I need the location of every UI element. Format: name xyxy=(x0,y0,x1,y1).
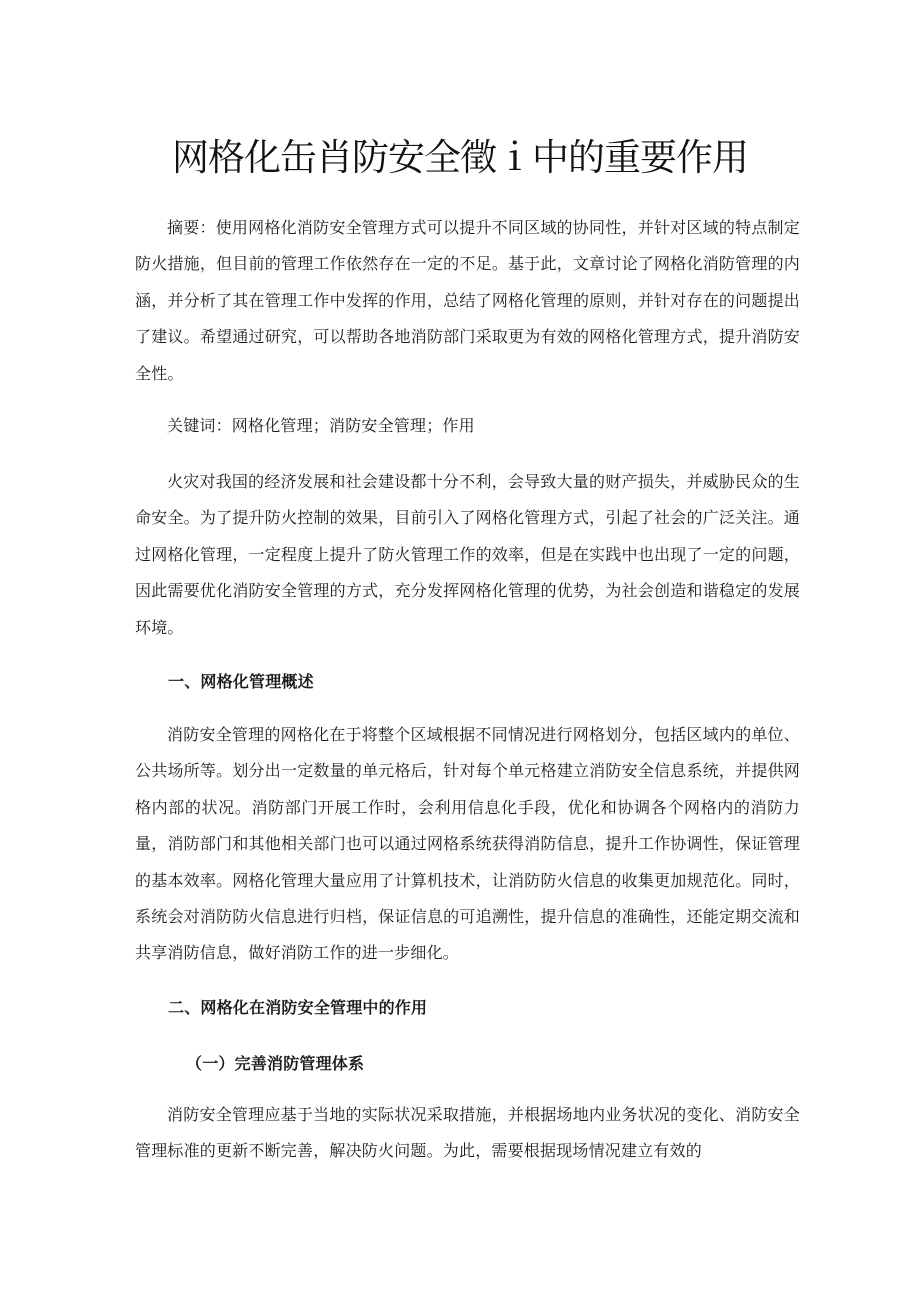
section-heading-role: 二、网格化在消防安全管理中的作用 xyxy=(168,998,428,1017)
overview-paragraph: 消防安全管理的网格化在于将整个区域根据不同情况进行网格划分，包括区域内的单位、公共场所等。划分出一定数量的单元格后，针对每个单元格建立消防安全信息系统，并提供网格内部的状况。消防部门开展工作时，会利用信息化手段，优化和协调各个网格内的消防力量，消防部门和其他相关部门也可以通过网格系统获得消防信息，提升工作协调性，保证管理的基本效率。网格化管理大量应用了计算机技术，让消防防火信息的收集更加规范化。同时，系统会对消防防火信息进行归档，保证信息的可追溯性，提升信息的准确性，还能定期交流和共享消防信息，做好消防工作的进一步细化。 xyxy=(135,725,800,963)
system-paragraph: 消防安全管理应基于当地的实际状况采取措施，并根据场地内业务状况的变化、消防安全管理标准的更新不断完善，解决防火问题。为此，需要根据现场情况建立有效的 xyxy=(135,1105,800,1161)
document-title: 网格化缶肖防安全徵ｉ中的重要作用 xyxy=(172,136,748,179)
abstract-paragraph: 摘要：使用网格化消防安全管理方式可以提升不同区域的协同性，并针对区域的特点制定防火措施，但目前的管理工作依然存在一定的不足。基于此，文章讨论了网格化消防管理的内涵，并分析了其在管理工作中发挥的作用，总结了网格化管理的原则，并针对存在的问题提出了建议。希望通过研究，可以帮助各地消防部门采取更为有效的网格化管理方式，提升消防安全性。 xyxy=(135,218,800,383)
intro-paragraph: 火灾对我国的经济发展和社会建设都十分不利，会导致大量的财产损失，并威胁民众的生命安全。为了提升防火控制的效果，目前引入了网格化管理方式，引起了社会的广泛关注。通过网格化管理，一定程度上提升了防火管理工作的效率，但是在实践中也出现了一定的问题，因此需要优化消防安全管理的方式，充分发挥网格化管理的优势，为社会创造和谐稳定的发展环境。 xyxy=(135,472,800,637)
subsection-heading-system: （一）完善消防管理体系 xyxy=(186,1054,365,1073)
section-heading-overview: 一、网格化管理概述 xyxy=(168,672,314,691)
keywords-line: 关键词：网格化管理；消防安全管理；作用 xyxy=(167,416,475,435)
